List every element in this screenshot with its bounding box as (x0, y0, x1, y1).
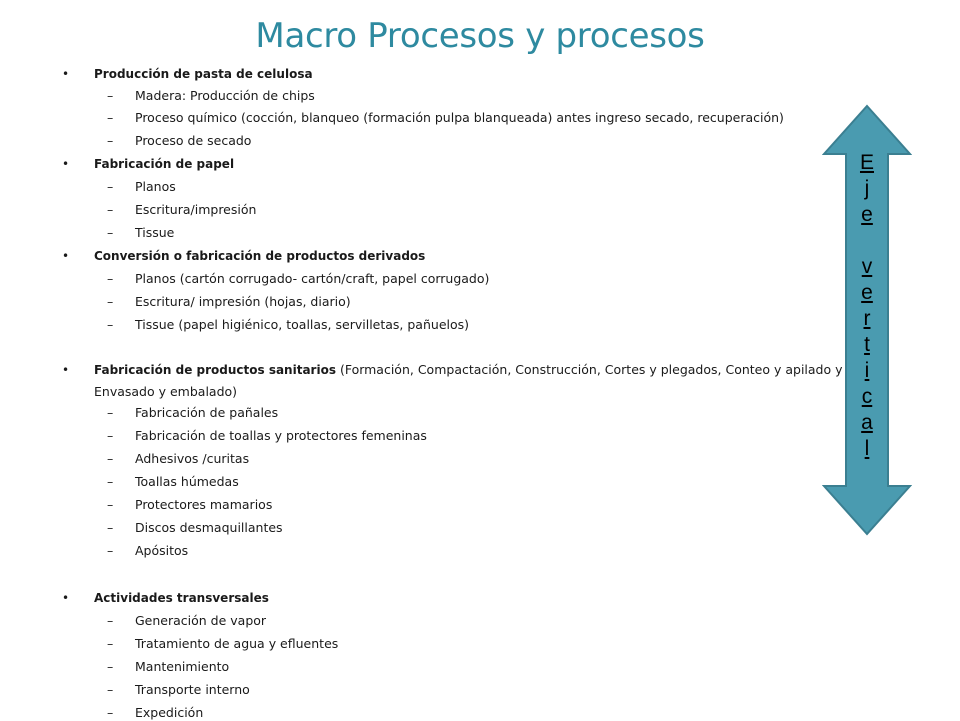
section-heading-sanitarios (94, 359, 894, 403)
list-item: – Discos desmaquillantes (135, 520, 283, 536)
vertical-axis-letter: j (864, 177, 870, 200)
list-item: – Fabricación de pañales (135, 405, 278, 421)
vertical-axis-letter: c (861, 385, 873, 408)
list-item: – Expedición (135, 705, 203, 721)
list-item: – Escritura/ impresión (hojas, diario) (135, 294, 351, 310)
list-item: – Tissue (papel higiénico, toallas, servilletas, pañuelos) (135, 317, 469, 333)
vertical-axis-letter: E (859, 151, 874, 174)
section-heading: • Conversión o fabricación de productos derivados (94, 248, 425, 264)
list-item: – Planos (135, 179, 176, 195)
section-heading: • Fabricación de papel (94, 156, 234, 172)
list-item: – Escritura/impresión (135, 202, 256, 218)
list-item: – Proceso químico (cocción, blanqueo (formación pulpa blanqueada) antes ingreso secado, recuperación) (135, 110, 784, 126)
vertical-axis-label (822, 150, 912, 462)
list-item: – Tratamiento de agua y efluentes (135, 636, 338, 652)
vertical-axis-letter: a (861, 411, 873, 434)
list-item: – Mantenimiento (135, 659, 229, 675)
list-item: – Madera: Producción de chips (135, 88, 315, 104)
vertical-axis-letter: e (861, 203, 873, 226)
vertical-axis-letter: t (864, 333, 870, 356)
vertical-axis-letter: i (864, 359, 870, 382)
section-heading-detail: (Formación, Compactación, Construcción, Cortes y plegados, Conteo y apilado y Envasado y embalado) (94, 362, 843, 399)
list-item: – Tissue (135, 225, 174, 241)
section-heading: • Producción de pasta de celulosa (94, 66, 313, 82)
vertical-axis-letter: v (861, 255, 873, 278)
list-item: – Adhesivos /curitas (135, 451, 249, 467)
list-item: – Transporte interno (135, 682, 250, 698)
list-item: – Planos (cartón corrugado- cartón/craft, papel corrugado) (135, 271, 489, 287)
list-item: – Apósitos (135, 543, 188, 559)
list-item: – Proceso de secado (135, 133, 251, 149)
section-heading: • Actividades transversales (94, 590, 269, 606)
list-item: – Generación de vapor (135, 613, 266, 629)
vertical-axis-letter: e (861, 281, 873, 304)
vertical-axis-letter: r (863, 307, 871, 330)
vertical-axis-letter: l (864, 437, 870, 460)
list-item: – Protectores mamarios (135, 497, 272, 513)
vertical-axis-letter (822, 228, 912, 254)
section-heading-label: Fabricación de productos sanitarios (94, 363, 336, 377)
list-item: – Toallas húmedas (135, 474, 239, 490)
slide-title: Macro Procesos y procesos (255, 16, 705, 56)
list-item: – Fabricación de toallas y protectores femeninas (135, 428, 427, 444)
